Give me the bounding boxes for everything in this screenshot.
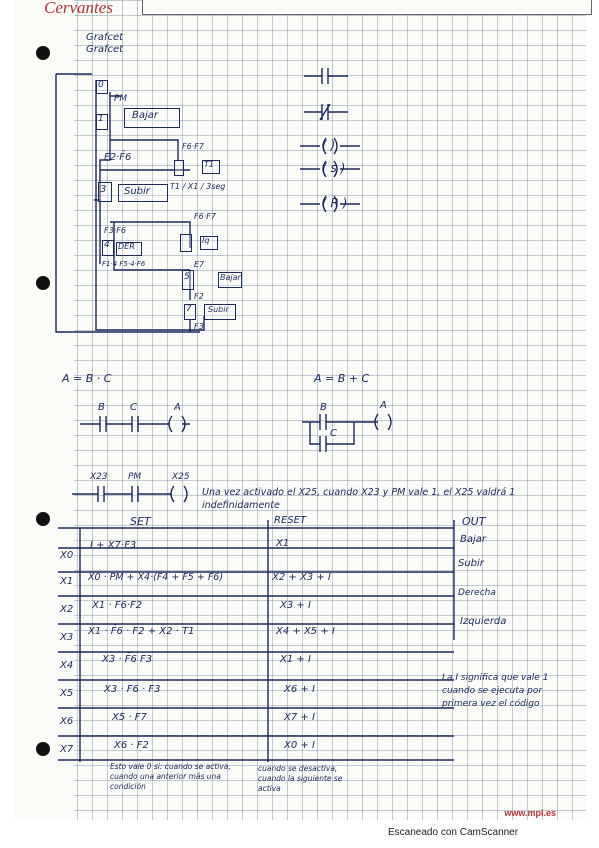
table-row-label: X1 bbox=[60, 576, 74, 587]
set-contact-label: PM bbox=[128, 472, 142, 482]
table-set-cell: X0 · PM + X4·(F4 + F5 + F6) bbox=[88, 572, 224, 583]
table-reset-cell: X7 + I bbox=[284, 712, 315, 723]
footer-note-set: Esto vale 0 si: cuando se activa, cuando una anterior más una condición bbox=[110, 762, 231, 791]
footer-note-reset: cuando se desactiva, cuando la siguiente se activa bbox=[258, 764, 343, 793]
grafcet-transition: F1·4 F5·4·F6 bbox=[102, 260, 146, 268]
grafcet-transition: F6·F7 bbox=[182, 142, 204, 151]
output-item: Izquierda bbox=[460, 616, 507, 627]
grafcet-action-label: Subir bbox=[124, 186, 150, 197]
set-coil-symbol: ( s ) bbox=[322, 161, 346, 175]
grafcet-transition: F3·F6 bbox=[104, 226, 126, 235]
table-set-cell: I + X7·F3 bbox=[90, 540, 137, 551]
and-contact-label: C bbox=[130, 402, 137, 413]
set-note: Una vez activado el X25, cuando X23 y PM vale 1, el X25 valdrá 1 indefinidamente bbox=[202, 487, 516, 511]
table-header-set: SET bbox=[130, 515, 151, 528]
grafcet-transition: PM bbox=[114, 94, 128, 104]
grafcet-action-label: T1 bbox=[204, 160, 214, 169]
table-reset-cell: X2 + X3 + I bbox=[272, 572, 331, 583]
brand-logo: Cervantes bbox=[44, 0, 113, 17]
scanner-watermark: Escaneado con CamScanner bbox=[388, 827, 519, 838]
grafcet-transition: F2 bbox=[194, 292, 204, 301]
grafcet-action-label: Subir bbox=[208, 305, 229, 314]
and-equation: A = B · C bbox=[62, 372, 112, 385]
grafcet-transition: F3 bbox=[194, 322, 204, 331]
table-set-cell: X6 · F2 bbox=[114, 740, 149, 751]
table-reset-cell: X0 + I bbox=[284, 740, 315, 751]
grafcet-action-label: Bajar bbox=[132, 110, 159, 121]
table-reset-cell: X1 + I bbox=[280, 654, 311, 665]
or-contact-label: B bbox=[320, 402, 327, 413]
table-set-cell: X1 · F̄6 · F2 + X2 · T1 bbox=[88, 626, 195, 637]
grafcet-step bbox=[174, 160, 184, 176]
grafcet-step-label: 1 bbox=[98, 114, 104, 124]
table-row-label: X5 bbox=[60, 688, 74, 699]
grafcet-transition: T1 / X1 / 3seg bbox=[170, 182, 226, 191]
or-equation: A = B + C bbox=[314, 372, 370, 385]
grafcet-step-label: 7 bbox=[186, 304, 192, 314]
coil-symbol: ( ) bbox=[322, 138, 336, 152]
and-coil-label: A bbox=[174, 402, 181, 413]
output-item: Bajar bbox=[460, 534, 487, 545]
table-row-label: X0 bbox=[60, 550, 74, 561]
table-row-label: X4 bbox=[60, 660, 74, 671]
output-item: Subir bbox=[458, 558, 484, 569]
table-row-label: X2 bbox=[60, 604, 74, 615]
grafcet-step-label: 3 bbox=[100, 184, 107, 195]
and-contact-label: B bbox=[98, 402, 105, 413]
table-header-out: OUT bbox=[462, 515, 486, 528]
table-row-label: X3 bbox=[60, 632, 74, 643]
table-header-reset: RESET bbox=[274, 515, 307, 526]
table-reset-cell: X3 + I bbox=[280, 600, 311, 611]
grafcet-step bbox=[180, 234, 192, 252]
output-item: Derecha bbox=[458, 588, 496, 598]
table-set-cell: X3 · F̄6 F3 bbox=[102, 654, 153, 665]
table-reset-cell: X4 + X5 + I bbox=[276, 626, 335, 637]
table-reset-cell: X6 + I bbox=[284, 684, 315, 695]
table-row-label: X6 bbox=[60, 716, 74, 727]
table-reset-cell: X1 bbox=[276, 538, 290, 549]
footer-url: www.mpl.es bbox=[504, 808, 556, 818]
table-set-cell: X3 · F6 · F3 bbox=[104, 684, 161, 695]
set-coil-label: X25 bbox=[172, 472, 190, 482]
or-coil-label: A bbox=[380, 400, 387, 411]
note-i: La I significa que vale 1 cuando se ejecuta por primera vez el código bbox=[442, 673, 549, 709]
set-contact-label: X23 bbox=[90, 472, 108, 482]
grafcet-action-label: Bajar bbox=[220, 273, 241, 282]
grafcet-action-label: DER bbox=[118, 242, 135, 251]
grafcet-subtitle: Grafcet bbox=[86, 44, 124, 55]
table-row-label: X7 bbox=[60, 744, 74, 755]
grafcet-transition: E7 bbox=[194, 260, 205, 269]
grafcet-transition: F6·F7 bbox=[194, 212, 216, 221]
table-set-cell: X5 · F7 bbox=[112, 712, 147, 723]
grafcet-title: Grafcet bbox=[86, 32, 124, 43]
reset-coil-symbol: ( R ) bbox=[322, 196, 348, 210]
notebook-page bbox=[14, 0, 586, 820]
or-contact-label: C bbox=[330, 428, 337, 439]
grafcet-transition: F2·F̄6 bbox=[104, 152, 132, 163]
grafcet-step-label: 5 bbox=[184, 272, 190, 282]
grafcet-step-label: 0 bbox=[98, 80, 104, 90]
grafcet-action-label: Iq bbox=[202, 236, 210, 245]
grafcet-step-label: 4 bbox=[104, 240, 110, 250]
table-set-cell: X1 · F6·F2 bbox=[92, 600, 143, 611]
